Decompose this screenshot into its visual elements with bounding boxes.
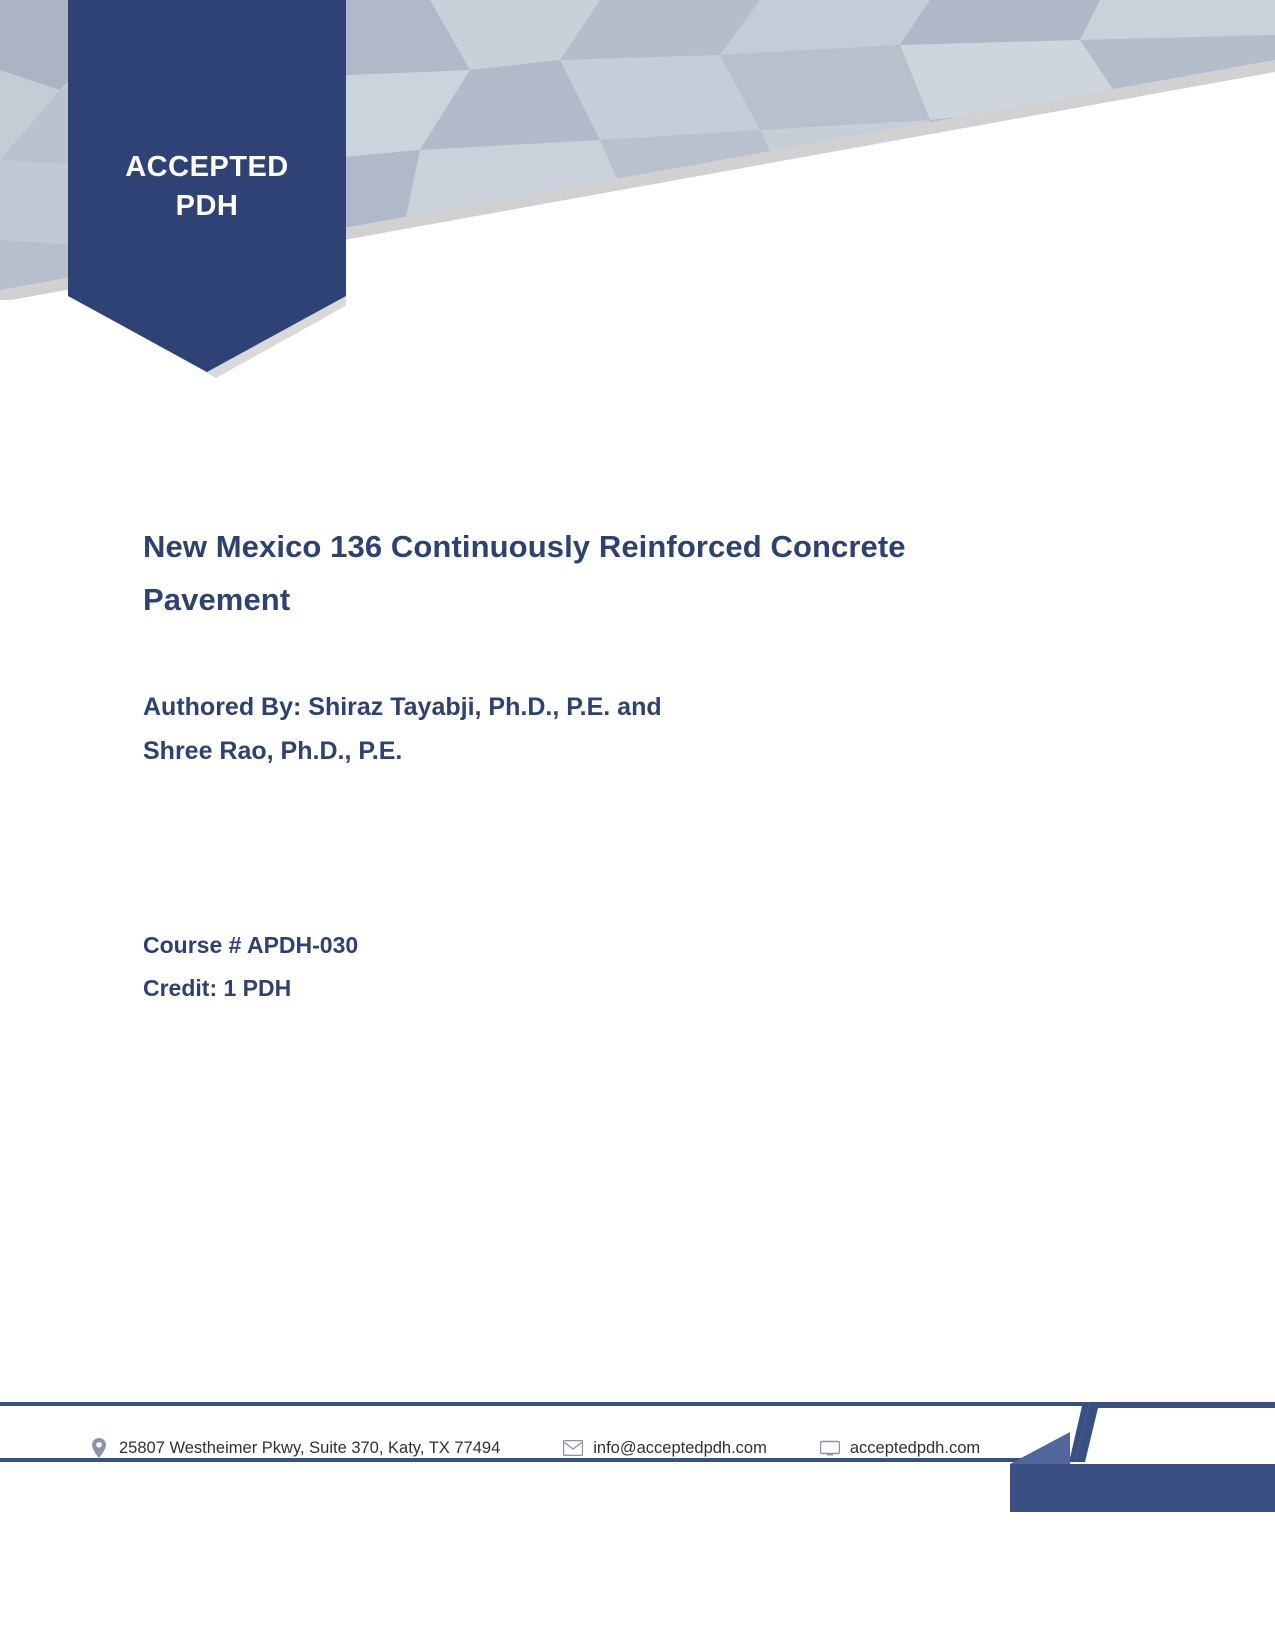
footer-email-item[interactable]	[562, 1437, 767, 1459]
footer-website-text: acceptedpdh.com	[849, 1438, 981, 1457]
authors-line-1: Authored By: Shiraz Tayabji, Ph.D., P.E. and	[143, 692, 662, 721]
course-info-block	[143, 774, 1003, 1011]
footer-website-item[interactable]	[819, 1437, 980, 1459]
envelope-icon	[562, 1437, 584, 1459]
footer-contact-row	[0, 1418, 1100, 1478]
footer-address-text: 25807 Westheimer Pkwy, Suite 370, Katy, TX 77494	[119, 1438, 501, 1457]
cover-content	[143, 520, 1003, 1011]
page-footer	[0, 1390, 1275, 1650]
footer-address-item	[88, 1437, 500, 1459]
authors-block	[143, 627, 1003, 774]
monitor-icon	[819, 1437, 841, 1459]
location-pin-icon	[88, 1437, 110, 1459]
course-number: Course # APDH-030	[143, 931, 359, 958]
accepted-pdh-ribbon	[68, 0, 346, 380]
authors-line-2: Shree Rao, Ph.D., P.E.	[143, 737, 403, 766]
course-credit: Credit: 1 PDH	[143, 975, 292, 1002]
page-title: New Mexico 136 Continuously Reinforced Concrete Pavement	[143, 529, 906, 618]
ribbon-label-line1: ACCEPTED	[125, 151, 289, 183]
ribbon-label	[68, 148, 346, 226]
ribbon-label-line2: PDH	[175, 190, 239, 223]
footer-email-text: info@acceptedpdh.com	[593, 1438, 767, 1457]
